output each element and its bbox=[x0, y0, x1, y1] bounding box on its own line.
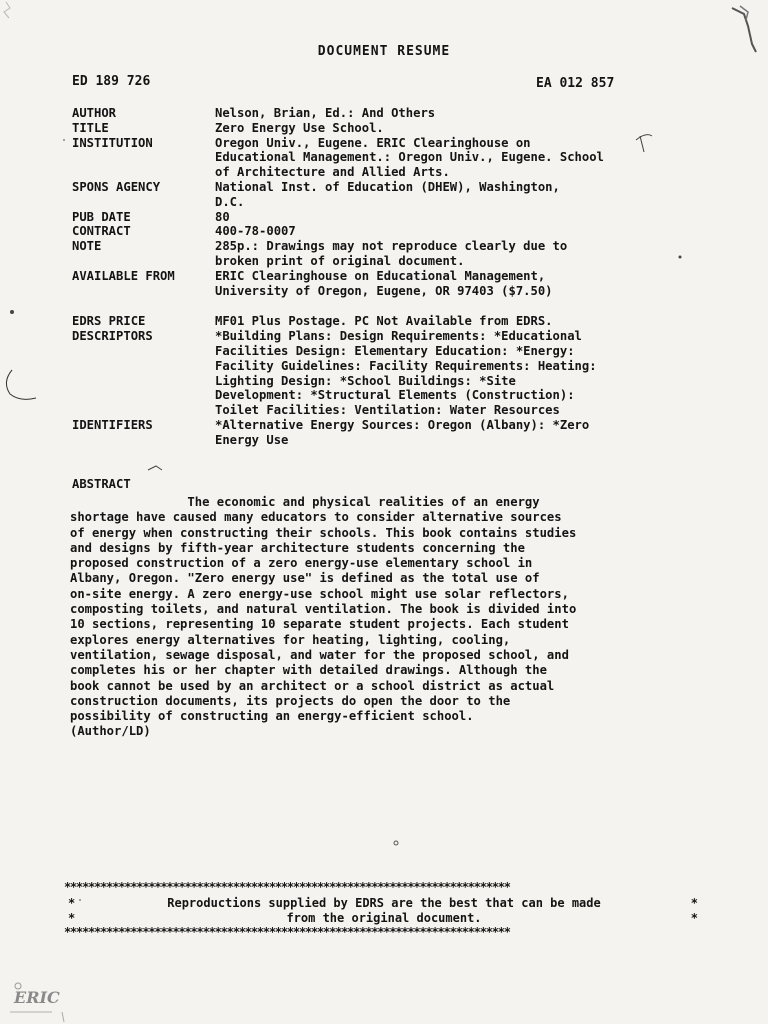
eric-logo-text: ERIC bbox=[14, 988, 60, 1007]
field-value: Nelson, Brian, Ed.: And Others bbox=[215, 106, 436, 120]
abstract-line: ventilation, sewage disposal, and water for the proposed school, and bbox=[70, 647, 569, 662]
abstract-line: construction documents, its projects do open the door to the bbox=[70, 693, 511, 708]
footer-star-border-top: ************************************************************************** bbox=[64, 880, 510, 894]
field-value: 285p.: Drawings may not reproduce clearly due to broken print of original document. bbox=[215, 239, 568, 268]
abstract-line: composting toilets, and natural ventilation. The book is divided into bbox=[70, 602, 577, 617]
abstract-line: proposed construction of a zero energy-use elementary school in bbox=[70, 556, 533, 571]
field-label: NOTE bbox=[72, 239, 102, 254]
abstract-line: book cannot be used by an architect or a school district as actual bbox=[70, 678, 555, 693]
abstract-line: of energy when constructing their schools. This book contains studies bbox=[70, 525, 577, 540]
abstract-line: shortage have caused many educators to consider alternative sources bbox=[70, 510, 562, 525]
field-label: DESCRIPTORS bbox=[72, 329, 153, 344]
field-value: MF01 Plus Postage. PC Not Available from EDRS. bbox=[215, 314, 553, 329]
field-label: CONTRACT bbox=[72, 224, 131, 239]
footer-star-border-bottom: ************************************************************************** bbox=[64, 925, 510, 939]
star-mark: * bbox=[68, 911, 76, 925]
abstract-line: and designs by fifth-year architecture students concerning the bbox=[70, 540, 525, 555]
document-title: DOCUMENT RESUME bbox=[317, 44, 451, 59]
abstract-line: possibility of constructing an energy-efficient school. bbox=[70, 709, 474, 724]
abstract-label: ABSTRACT bbox=[72, 477, 131, 491]
field-value: *Building Plans: Design Requirements: *Educational Facilities Design: Elementary Education: *Energy: Facility Guidelines: Facility Requirements: Heating: Lighting Design: *School Buildings: *Site Development: *Structural Elements (Construction): Toilet Facilities: Ventilation: Water Resources bbox=[215, 329, 597, 418]
field-label: IDENTIFIERS bbox=[72, 417, 153, 432]
abstract-line: The economic and physical realities of an energy bbox=[70, 495, 540, 509]
ea-number: EA 012 857 bbox=[536, 76, 615, 91]
field-value: 80 bbox=[215, 209, 230, 224]
abstract-line: on-site energy. A zero energy-use school might use solar reflectors, bbox=[70, 586, 569, 601]
star-mark: * bbox=[690, 896, 698, 910]
abstract-line: explores energy alternatives for heating, lighting, cooling, bbox=[70, 632, 511, 647]
field-label: PUB DATE bbox=[72, 209, 131, 224]
abstract-line: 10 sections, representing 10 separate student projects. Each student bbox=[70, 617, 569, 632]
field-label: SPONS AGENCY bbox=[72, 179, 161, 194]
abstract-line: (Author/LD) bbox=[70, 724, 151, 739]
field-value: *Alternative Energy Sources: Oregon (Albany): *Zero Energy Use bbox=[215, 417, 590, 447]
field-value: Oregon Univ., Eugene. ERIC Clearinghouse on Educational Management.: Oregon Univ., Eugene. School of Architecture and Allied Arts. bbox=[215, 135, 604, 180]
field-label: INSTITUTION bbox=[72, 135, 153, 150]
abstract-line: Albany, Oregon. "Zero energy use" is defined as the total use of bbox=[70, 571, 540, 586]
footer-notice-text-2: from the original document. bbox=[286, 911, 482, 925]
field-label: EDRS PRICE bbox=[72, 314, 146, 329]
field-label: TITLE bbox=[72, 120, 109, 135]
field-label: AUTHOR bbox=[72, 106, 117, 120]
field-value: ERIC Clearinghouse on Educational Management, University of Oregon, Eugene, OR 97403 ($7.50) bbox=[215, 268, 553, 298]
field-value: Zero Energy Use School. bbox=[215, 120, 384, 135]
field-label: AVAILABLE FROM bbox=[72, 268, 175, 283]
ed-number: ED 189 726 bbox=[72, 74, 151, 89]
field-value: National Inst. of Education (DHEW), Washington, D.C. bbox=[215, 179, 560, 209]
field-value: 400-78-0007 bbox=[215, 224, 296, 239]
abstract-line: completes his or her chapter with detailed drawings. Although the bbox=[70, 663, 547, 678]
star-mark: * bbox=[68, 896, 76, 910]
footer-notice-text-1: Reproductions supplied by EDRS are the best that can be made bbox=[167, 896, 601, 910]
star-mark: * bbox=[690, 911, 698, 925]
